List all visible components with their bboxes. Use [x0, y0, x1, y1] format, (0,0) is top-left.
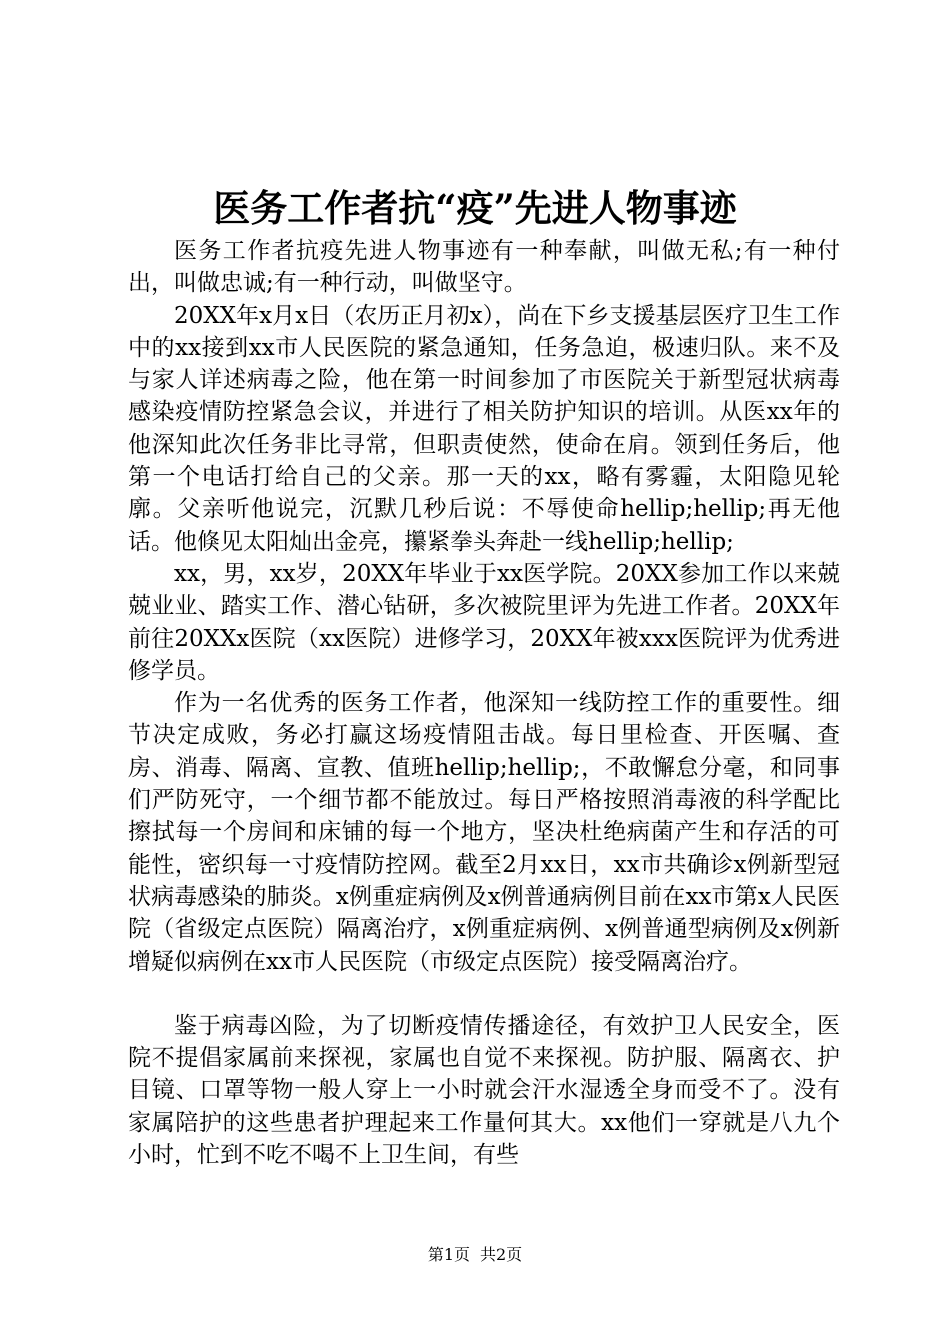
- paragraph-intro: 医务工作者抗疫先进人物事迹有一种奉献，叫做无私;有一种付出，叫做忠诚;有一种行动，叫做坚守。: [128, 238, 840, 297]
- page-count: 共2页: [480, 1245, 523, 1264]
- paragraph-frontline-work: 作为一名优秀的医务工作者，他深知一线防控工作的重要性。细节决定成败，务必打赢这场疫情阻击战。每日里检查、开医嘱、查房、消毒、隔离、宣教、值班hellip;hellip;，不敢懈怠分毫，和同事们严防死守，一个细节都不能放过。每日严格按照消毒液的科学配比擦拭每一个房间和床铺的每一个地方，坚决杜绝病菌产生和存活的可能性，密织每一寸疫情防控网。截至2月xx日，xx市共确诊x例新型冠状病毒感染的肺炎。x例重症病例及x例普通病例目前在xx市第x人民医院（省级定点医院）隔离治疗，x例重症病例、x例普通型病例及x例新增疑似病例在xx市人民医院（市级定点医院）接受隔离治疗。: [128, 690, 840, 975]
- page-footer: [0, 1244, 950, 1266]
- paragraph-no-visitors: 鉴于病毒凶险，为了切断疫情传播途径，有效护卫人民安全，医院不提倡家属前来探视，家属也自觉不来探视。防护服、隔离衣、护目镜、口罩等物一般人穿上一小时就会汗水湿透全身而受不了。没有家属陪护的这些患者护理起来工作量何其大。xx他们一穿就是八九个小时，忙到不吃不喝不上卫生间，有些: [128, 1012, 840, 1169]
- paragraph-biography: xx，男，xx岁，20XX年毕业于xx医学院。20XX参加工作以来兢兢业业、踏实工作、潜心钻研，多次被院里评为先进工作者。20XX年前往20XXx医院（xx医院）进修学习，20XX年被xxx医院评为优秀进修学员。: [128, 560, 840, 684]
- document-body: [128, 235, 840, 1171]
- page-number: 第1页: [427, 1245, 470, 1264]
- document-title: 医务工作者抗“疫”先进人物事迹: [213, 186, 737, 230]
- paragraph-return-to-duty: 20XX年x月x日（农历正月初x），尚在下乡支援基层医疗卫生工作中的xx接到xx市人民医院的紧急通知，任务急迫，极速归队。来不及与家人详述病毒之险，他在第一时间参加了市医院关于新型冠状病毒感染疫情防控紧急会议，并进行了相关防护知识的培训。从医xx年的他深知此次任务非比寻常，但职责使然，使命在肩。领到任务后，他第一个电话打给自己的父亲。那一天的xx，略有雾霾，太阳隐见轮廓。父亲听他说完，沉默几秒后说：不辱使命hellip;hellip;再无他话。他倏见太阳灿出金亮，攥紧拳头奔赴一线hellip;hellip;: [128, 302, 840, 555]
